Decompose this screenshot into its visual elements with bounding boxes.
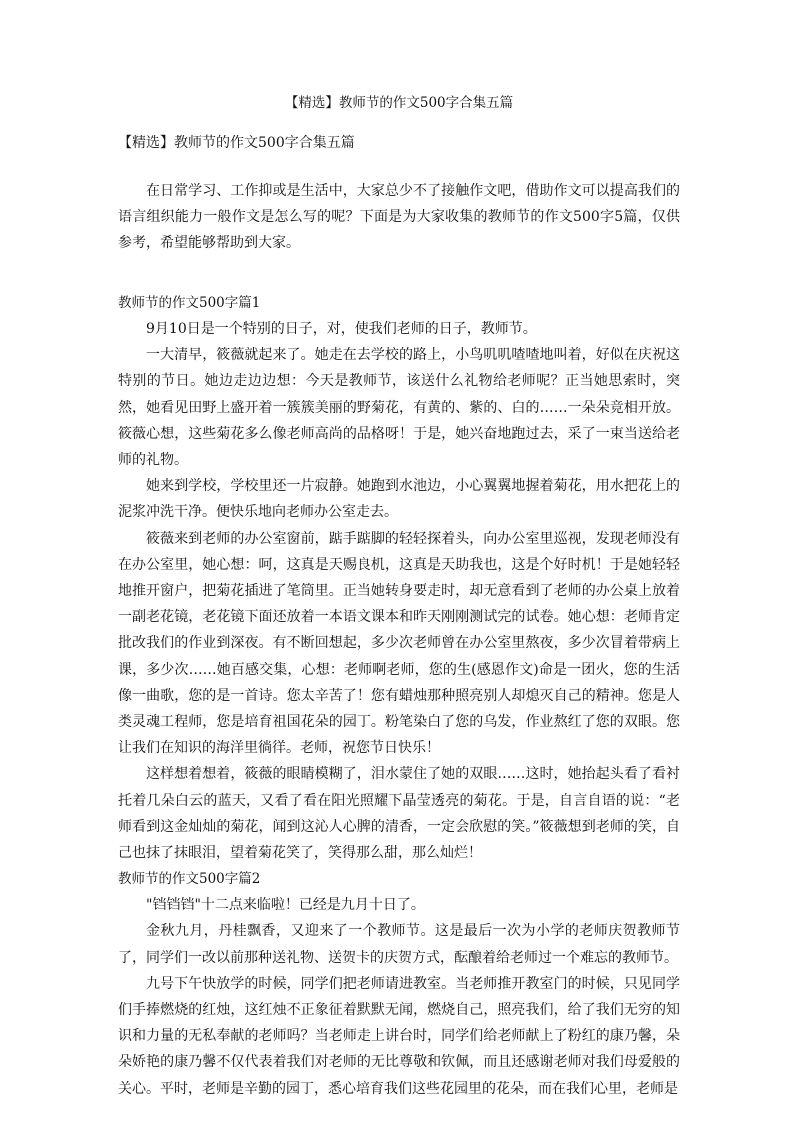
intro-paragraph: 在日常学习、工作抑或是生活中，大家总少不了接触作文吧，借助作文可以提高我们的语言组织能力一般作文是怎么写的呢？下面是为大家收集的教师节的作文500字5篇，仅供参考，希望能够帮助到大家。 bbox=[118, 183, 680, 251]
section-heading: 教师节的作文500字篇1 bbox=[118, 295, 261, 311]
paragraph: 她来到学校，学校里还一片寂静。她跑到水池边，小心翼翼地握着菊花，用水把花上的泥浆冲洗干净。便快乐地向老师办公室走去。 bbox=[118, 478, 680, 521]
section-1 bbox=[118, 290, 680, 866]
document-subtitle: 【精选】教师节的作文500字合集五篇 bbox=[118, 135, 355, 151]
document-page bbox=[118, 92, 680, 1102]
paragraph: 筱薇来到老师的办公室窗前，踮手踮脚的轻轻探着头，向办公室里巡视，发现老师没有在办公室里，她心想：呵，这真是天赐良机，这真是天助我也，这是个好时机！于是她轻轻地推开窗户，把菊花插进了笔筒里。正当她转身要走时，却无意看到了老师的办公桌上放着一副老花镜，老花镜下面还放着一本语文课本和昨天刚刚测试完的试卷。她心想：老师肯定批改我们的作业到深夜。有不断回想起，多少次老师曾在办公室里熬夜，多少次冒着带病上课，多少次……她百感交集，心想：老师啊老师，您的生(感恩作文)命是一团火，您的生活像一曲歌，您的是一首诗。您太辛苦了！您有蜡烛那种照亮别人却熄灭自己的精神。您是人类灵魂工程师，您是培育祖国花朵的园丁。粉笔染白了您的乌发，作业熬红了您的双眼。您让我们在知识的海洋里徜徉。老师，祝您节日快乐！ bbox=[118, 530, 680, 757]
paragraph: 九号下午快放学的时候，同学们把老师请进教室。当老师推开教室门的时候，只见同学们手捧燃烧的红烛，这红烛不正象征着默默无闻，燃烧自己，照亮我们，给了我们无穷的知识和力量的无私奉献的老师吗？当老师走上讲台时，同学们给老师献上了粉红的康乃馨，朵朵娇艳的康乃馨不仅代表着我们对老师的无比尊敬和钦佩，而且还感谢老师对我们母爱般的关心。平时，老师是辛勤的园丁，悉心培育我们这些花园里的花朵，而在我们心里，老师是 bbox=[118, 975, 680, 1097]
section-heading: 教师节的作文500字篇2 bbox=[118, 871, 261, 888]
paragraph: 一大清早，筱薇就起来了。她走在去学校的路上，小鸟叽叽喳喳地叫着，好似在庆祝这特别的节日。她边走边边想：今天是教师节，该送什么礼物给老师呢？正当她思索时，突然，她看见田野上盛开着一簇簇美丽的野菊花，有黄的、紫的、白的……一朵朵竞相开放。筱薇心想，这些菊花多么像老师高尚的品格呀！于是，她兴奋地跑过去，采了一束当送给老师的礼物。 bbox=[118, 347, 680, 469]
document-title: 【精选】教师节的作文500字合集五篇 bbox=[284, 95, 514, 111]
paragraph: 这样想着想着，筱薇的眼睛模糊了，泪水蒙住了她的双眼……这时，她抬起头看了看衬托着几朵白云的蓝天，又看了看在阳光照耀下晶莹透亮的菊花。于是，自言自语的说：“老师看到这金灿灿的菊花，闻到这沁人心脾的清香，一定会欣慰的笑。”筱薇想到老师的笑，自己也抹了抹眼泪，望着菊花笑了，笑得那么甜，那么灿烂！ bbox=[118, 766, 680, 862]
paragraph: 金秋九月，丹桂飘香，又迎来了一个教师节。这是最后一次为小学的老师庆贺教师节了，同学们一改以前那种送礼物、送贺卡的庆贺方式，酝酿着给老师过一个难忘的教师节。 bbox=[118, 923, 680, 966]
paragraph: 9月10日是一个特别的日子，对，使我们老师的日子，教师节。 bbox=[146, 321, 537, 337]
paragraph: "铛铛铛"十二点来临啦！已经是九月十日了。 bbox=[146, 897, 425, 914]
section-2 bbox=[118, 866, 680, 1102]
